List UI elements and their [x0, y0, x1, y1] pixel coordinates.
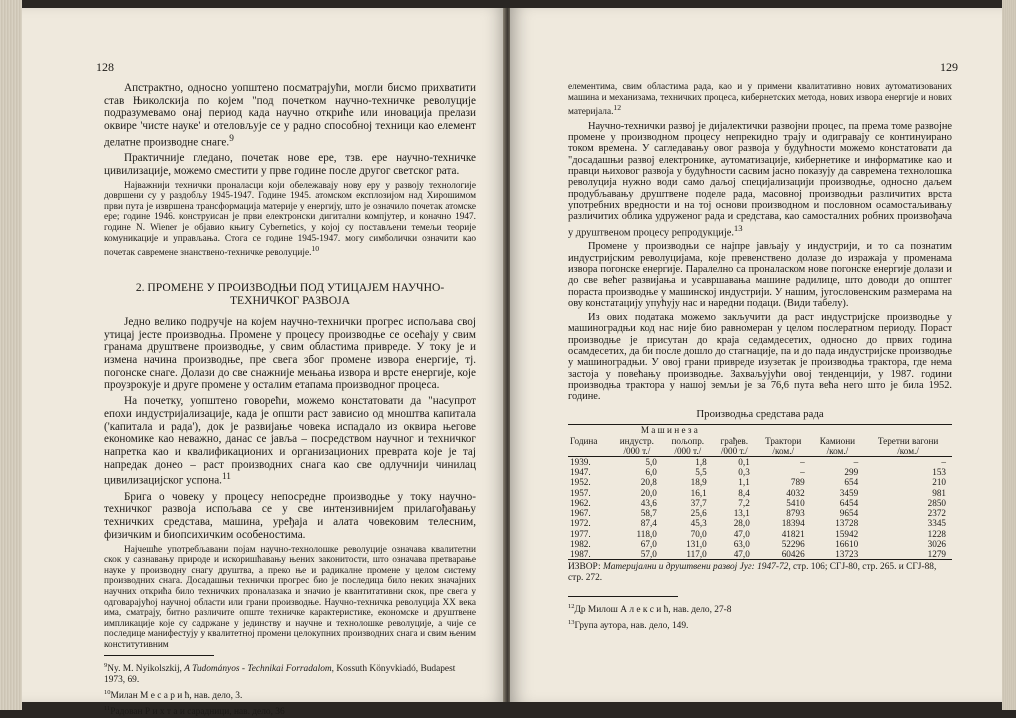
table-cell: 20,8	[640, 477, 657, 488]
table-cell: 87,4	[640, 518, 657, 529]
table-cell: 60426	[781, 548, 805, 559]
table-cell: 3345	[927, 518, 946, 529]
table-cell: 7,2	[738, 497, 750, 508]
footnote-ref: 12	[613, 103, 622, 113]
table-cell-year: 1967.	[570, 508, 591, 519]
table-cell: 16,1	[690, 487, 707, 498]
table-cell-year: 1939.	[570, 457, 591, 468]
table-cell-year: 1947.	[570, 467, 591, 478]
table-cell: 5410	[786, 497, 805, 508]
table-unit: /ком./	[897, 445, 919, 456]
table-cell: 25,6	[690, 508, 707, 519]
table-cell: 9654	[839, 508, 859, 519]
table-row	[568, 498, 952, 508]
paragraph-small: елементима, свим областима рада, као и у примени квалитативно нових аутоматизованих машина и механизама, техничких процеса, кибернетских метода, нових извора енергије и нових материјала.$^{12}$	[568, 82, 952, 118]
table-cell: 5,0	[645, 457, 657, 468]
table-cell: 117,0	[686, 548, 707, 559]
paragraph: Једно велико подручје на којем научно-технички прогрес испољава свој утицај јесте производња. Промене у процесу производње се осећају у свим гранама друштвене производње, у свим областима привреде. У току је и измена начина производње, пре свега због промене извора енергије, тј. погонске снаге. Долази до све снажније мењања извора и врсте енергије, које проузрокује и друге промене у осталим етапама производног процеса.	[104, 315, 476, 392]
table-cell: 16610	[835, 538, 859, 549]
table-row	[568, 488, 952, 498]
table-cell-year: 1982.	[570, 538, 591, 549]
table-cell: 131,0	[686, 538, 707, 549]
footnote-ref: 9	[229, 133, 234, 144]
paragraph: На почетку, уопштено говорећи, можемо констатовати да "насупрот епохи индустријализације, када је општи раст зависио од мноштва капитала ('капитала и рада'), док је развијање човека испадало из оквира његове економике као неважно, данас се јавља – посредством научног и техничког напретка као и квалификационих и организационих преврата које је тај напредак донео – раст производних снага као све одлучнији чинилац цивилизацијског успона.$^{11}$	[104, 395, 476, 488]
table-unit: /ком./	[772, 445, 795, 456]
table-unit: /000 т./	[674, 445, 702, 456]
table-cell: 47,0	[733, 528, 750, 539]
paragraph: Брига о човеку у процесу непосредне производње у току научно-техничког развоја испољава се у све интензивнијем прилагођавању техничких средстава, машина, уређаја и алата човековим телесним, физичким и биопсихичким особеностима.	[104, 490, 476, 541]
page-edges-right	[1002, 0, 1016, 710]
table-cell: 4032	[786, 487, 805, 498]
table-row	[568, 518, 952, 528]
footnote-9: $^9$Ny. M. Nyikolszkij, A Tudományos - Technikai Forradalom, Kossuth Könyvkiadó, Budapest 1973, 69.	[104, 661, 456, 686]
table-header: Теретни вагони	[877, 435, 939, 446]
table-header: Година	[570, 435, 598, 446]
table-cell: 6454	[839, 497, 859, 508]
table-cell: 3026	[927, 538, 946, 549]
footnote-13: $^{13}$Група аутора, нав. дело, 149.	[568, 618, 689, 631]
page-number-left: 128	[96, 60, 114, 74]
table-cell: 28,0	[733, 518, 750, 529]
paragraph: Промене у производњи се најпре јављају у индустрији, и то са познатим индустријским револуцијама, које превенствено долазе до изражаја у променама извора погонске енергије. Паралелно са проналаском нове погонске енергије долази и до све већег развијања и усавршавања машине радилице, што доводи до општег пораста производње у машинској индустрији. У нашим, југословенским размерама на ову констатацију упућују нас и наредни подаци. (Види табелу).	[568, 241, 952, 309]
footnote-10: $^{10}$Милан М е с а р и ћ, нав. дело, 3.	[104, 688, 243, 701]
table-cell: –	[800, 457, 805, 468]
page-number-right: 129	[940, 60, 958, 74]
table-unit: /000 т./	[623, 445, 651, 456]
footnote-divider	[104, 655, 214, 656]
table-row	[568, 508, 952, 518]
paragraph-small: Најважнији технички проналасци који обележавају нову еру у развоју технологије довршени су у раздобљу 1945-1947. Године 1945. атомском експлозијом над Хирошимом први пута је извршена трансформација материје у енергију, што је означило почетак атомске ере; године 1946. конструисан је први електронски дигитални компјутер, и коначно 1947. године N. Wiener је објавио књигу Cybernetics, у којој су постављени темељи теорије комуникације и управљања. Стога се године 1945-1947. могу симболички означити као почетак савремене знанствено-техничке револуције.$^{10}$	[104, 180, 476, 259]
table-row	[568, 477, 952, 487]
production-table	[568, 424, 952, 560]
table-cell: 41821	[781, 528, 805, 539]
table-cell-year: 1972.	[570, 518, 591, 529]
table-cell: 18,9	[690, 477, 707, 488]
table-title: Производња средстава рада	[696, 408, 824, 421]
table-cell: 2850	[927, 497, 946, 508]
table-cell: 654	[844, 477, 859, 488]
table-cell: 70,0	[690, 528, 707, 539]
table-header	[568, 446, 611, 457]
table-cell: 0,3	[738, 467, 750, 478]
table-cell: 1,8	[695, 457, 707, 468]
table-header: Трактори	[765, 435, 802, 446]
footnote-ref: 13	[733, 222, 743, 233]
table-cell: 15942	[835, 528, 859, 539]
table-cell: 20,0	[640, 487, 657, 498]
table-cell-year: 1962.	[570, 497, 591, 508]
table-cell: 1228	[927, 528, 946, 539]
table-cell: 3459	[839, 487, 859, 498]
table-cell: 8,4	[738, 487, 750, 498]
table-row	[568, 529, 952, 539]
table-cell: 981	[932, 487, 946, 498]
table-cell: 210	[932, 477, 946, 488]
table-header: грађев.	[720, 435, 749, 446]
table-cell-year: 1977.	[570, 528, 591, 539]
table-unit: /ком./	[826, 445, 849, 456]
right-page-body	[568, 82, 952, 633]
table-cell-year: 1957.	[570, 487, 591, 498]
paragraph: Практичније гледано, почетак нове ере, тзв. ере научно-техничке цивилизације, можемо сместити у прве године после другог светског рата.	[104, 152, 476, 177]
table-cell: 47,0	[733, 548, 750, 559]
table-cell: 8793	[786, 508, 805, 519]
footnotes-right	[568, 596, 952, 632]
table-header: пољопр.	[671, 435, 705, 446]
table-cell: 299	[844, 467, 859, 478]
table-cell: 0,1	[738, 457, 750, 468]
table-cell: 1,1	[738, 477, 750, 488]
table-source: ИЗВОР: Материјални и друштвени развој Југ: 1947-72, стр. 106; СГЈ-80, стр. 265. и СГЈ-88, стр. 272.	[568, 562, 937, 584]
table-cell: 18394	[781, 518, 805, 529]
table-cell: 789	[790, 477, 805, 488]
table-cell: 52296	[781, 538, 805, 549]
left-page-body	[104, 82, 476, 718]
table-cell-year: 1987.	[570, 548, 591, 559]
table-cell: 37,7	[690, 497, 707, 508]
table-cell: 58,7	[640, 508, 657, 519]
table-row	[568, 457, 952, 468]
right-page	[510, 8, 1002, 702]
paragraph: Научно-технички развој је дијалектички развојни процес, па према томе развојне промене у производном процесу непрекидно трају и одигравају се континуирано током времена. У сагледавању овог развоја у будућности можемо констатовати да "досадашњи развој електронике, аутоматизације, кибернетике и информатике као и правци њиховог развоја у будућности сасвим јасно показују да савремена технолошка револуција нужно води само даљој специјализацији производње, односно даљем продубљавању друштвене поделе рада, масовној производњи различитих врста употребних вредности и на тој основи производном и пословном осамостаљивању различитих облика удруженог рада и средстава, као самосталних робних произвођача у друштвеном процесу репродукције.$^{13}$	[568, 120, 952, 239]
paragraph: Из ових података можемо закључити да раст индустријске производње у машиноградњи код нас није био равномеран у целом послератном периоду. Пораст производње је присутан до краја седамдесетих, односно до првих година осамдесетих, да би после дошло до стагнације, па и до пада индустријске производње у машиноградњи. У овој грани привреде изузетак је производња трактора, где нема застоја у повећању производње. Захваљујући овој тенденцији, у 1987. години производња трактора у нашој земљи је за 76,6 пута већа него што је била 1952. године.	[568, 312, 952, 403]
table-header	[568, 425, 611, 436]
table-cell: 118,0	[636, 528, 657, 539]
page-edges-left	[0, 0, 22, 710]
table-cell: 67,0	[640, 538, 657, 549]
table-cell: 13,1	[733, 508, 750, 519]
footnote-divider	[568, 596, 678, 597]
footnote-11: $^{11}$Радован Р и х т а и сарадници, нав. дело, 36	[104, 704, 285, 717]
table-unit: /000 т./	[720, 445, 748, 456]
left-page	[22, 8, 506, 717]
table-cell: 6,0	[645, 467, 657, 478]
table-cell: –	[800, 467, 805, 478]
table-cell: 153	[932, 467, 946, 478]
table-cell: 63,0	[733, 538, 750, 549]
table-cell: 13723	[835, 548, 859, 559]
table-header: Камиони	[819, 435, 856, 446]
table-row	[568, 539, 952, 549]
table-cell: 2372	[927, 508, 946, 519]
table-header-group: М а ш и н е з а	[640, 425, 698, 436]
paragraph-small: Најчешће употребљавани појам научно-технолошке револуције означава квалитетни скок у сазнавању природе и искоришћавању њених законитости, што означава претварање науке у производну снагу друштва, а преко ње и радикалне промене у целом систему производних снага. Досадашњи технички прогрес био је последица било неких значајних научних открића било техничких проналазака и значио је квантитативни скок, пре свега у одговарајућој научној области или грани производње. Научно-техничка револуција XX века има, сматрају, битно различите опште техничке карактеристике, економске и друштвене импликације које су садржане у јединству и научне и технолошке револуције, а чије се последице манифестују у квалитетној промени целокупних производних снага и свим њеним конститутивним	[104, 544, 476, 650]
table-row	[568, 467, 952, 477]
footnote-ref: 10	[311, 244, 320, 254]
table-cell-year: 1952.	[570, 477, 591, 488]
table-header: индустр.	[619, 435, 654, 446]
table-cell: 5,5	[695, 467, 707, 478]
table-row	[568, 549, 952, 560]
paragraph: Апстрактно, односно уопштено посматрајући, могли бисмо прихватити став Њиколскија по којем "под почетком научно-техничке револуције подразумевамо онај период када научно откриће или иновација прелази оквире 'чисте науке' и отеловљује се у радно способној техници као елемент делатне производне снаге.$^9$	[104, 82, 476, 149]
table-cell: –	[853, 457, 859, 468]
table-cell: 13728	[835, 518, 859, 529]
footnote-12: $^{12}$Др Милош А л е к с и ћ, нав. дело, 27-8	[568, 603, 732, 616]
table-cell: 45,3	[690, 518, 707, 529]
footnote-ref: 11	[221, 472, 231, 483]
table-cell: 43,6	[640, 497, 657, 508]
section-heading: 2. ПРОМЕНЕ У ПРОИЗВОДЊИ ПОД УТИЦАЈЕМ НАУЧНО-ТЕХНИЧКОГ РАЗВОЈА	[135, 280, 445, 307]
table-cell: 1279	[927, 548, 946, 559]
table-cell: 57,0	[640, 548, 657, 559]
table-cell: –	[941, 457, 946, 468]
